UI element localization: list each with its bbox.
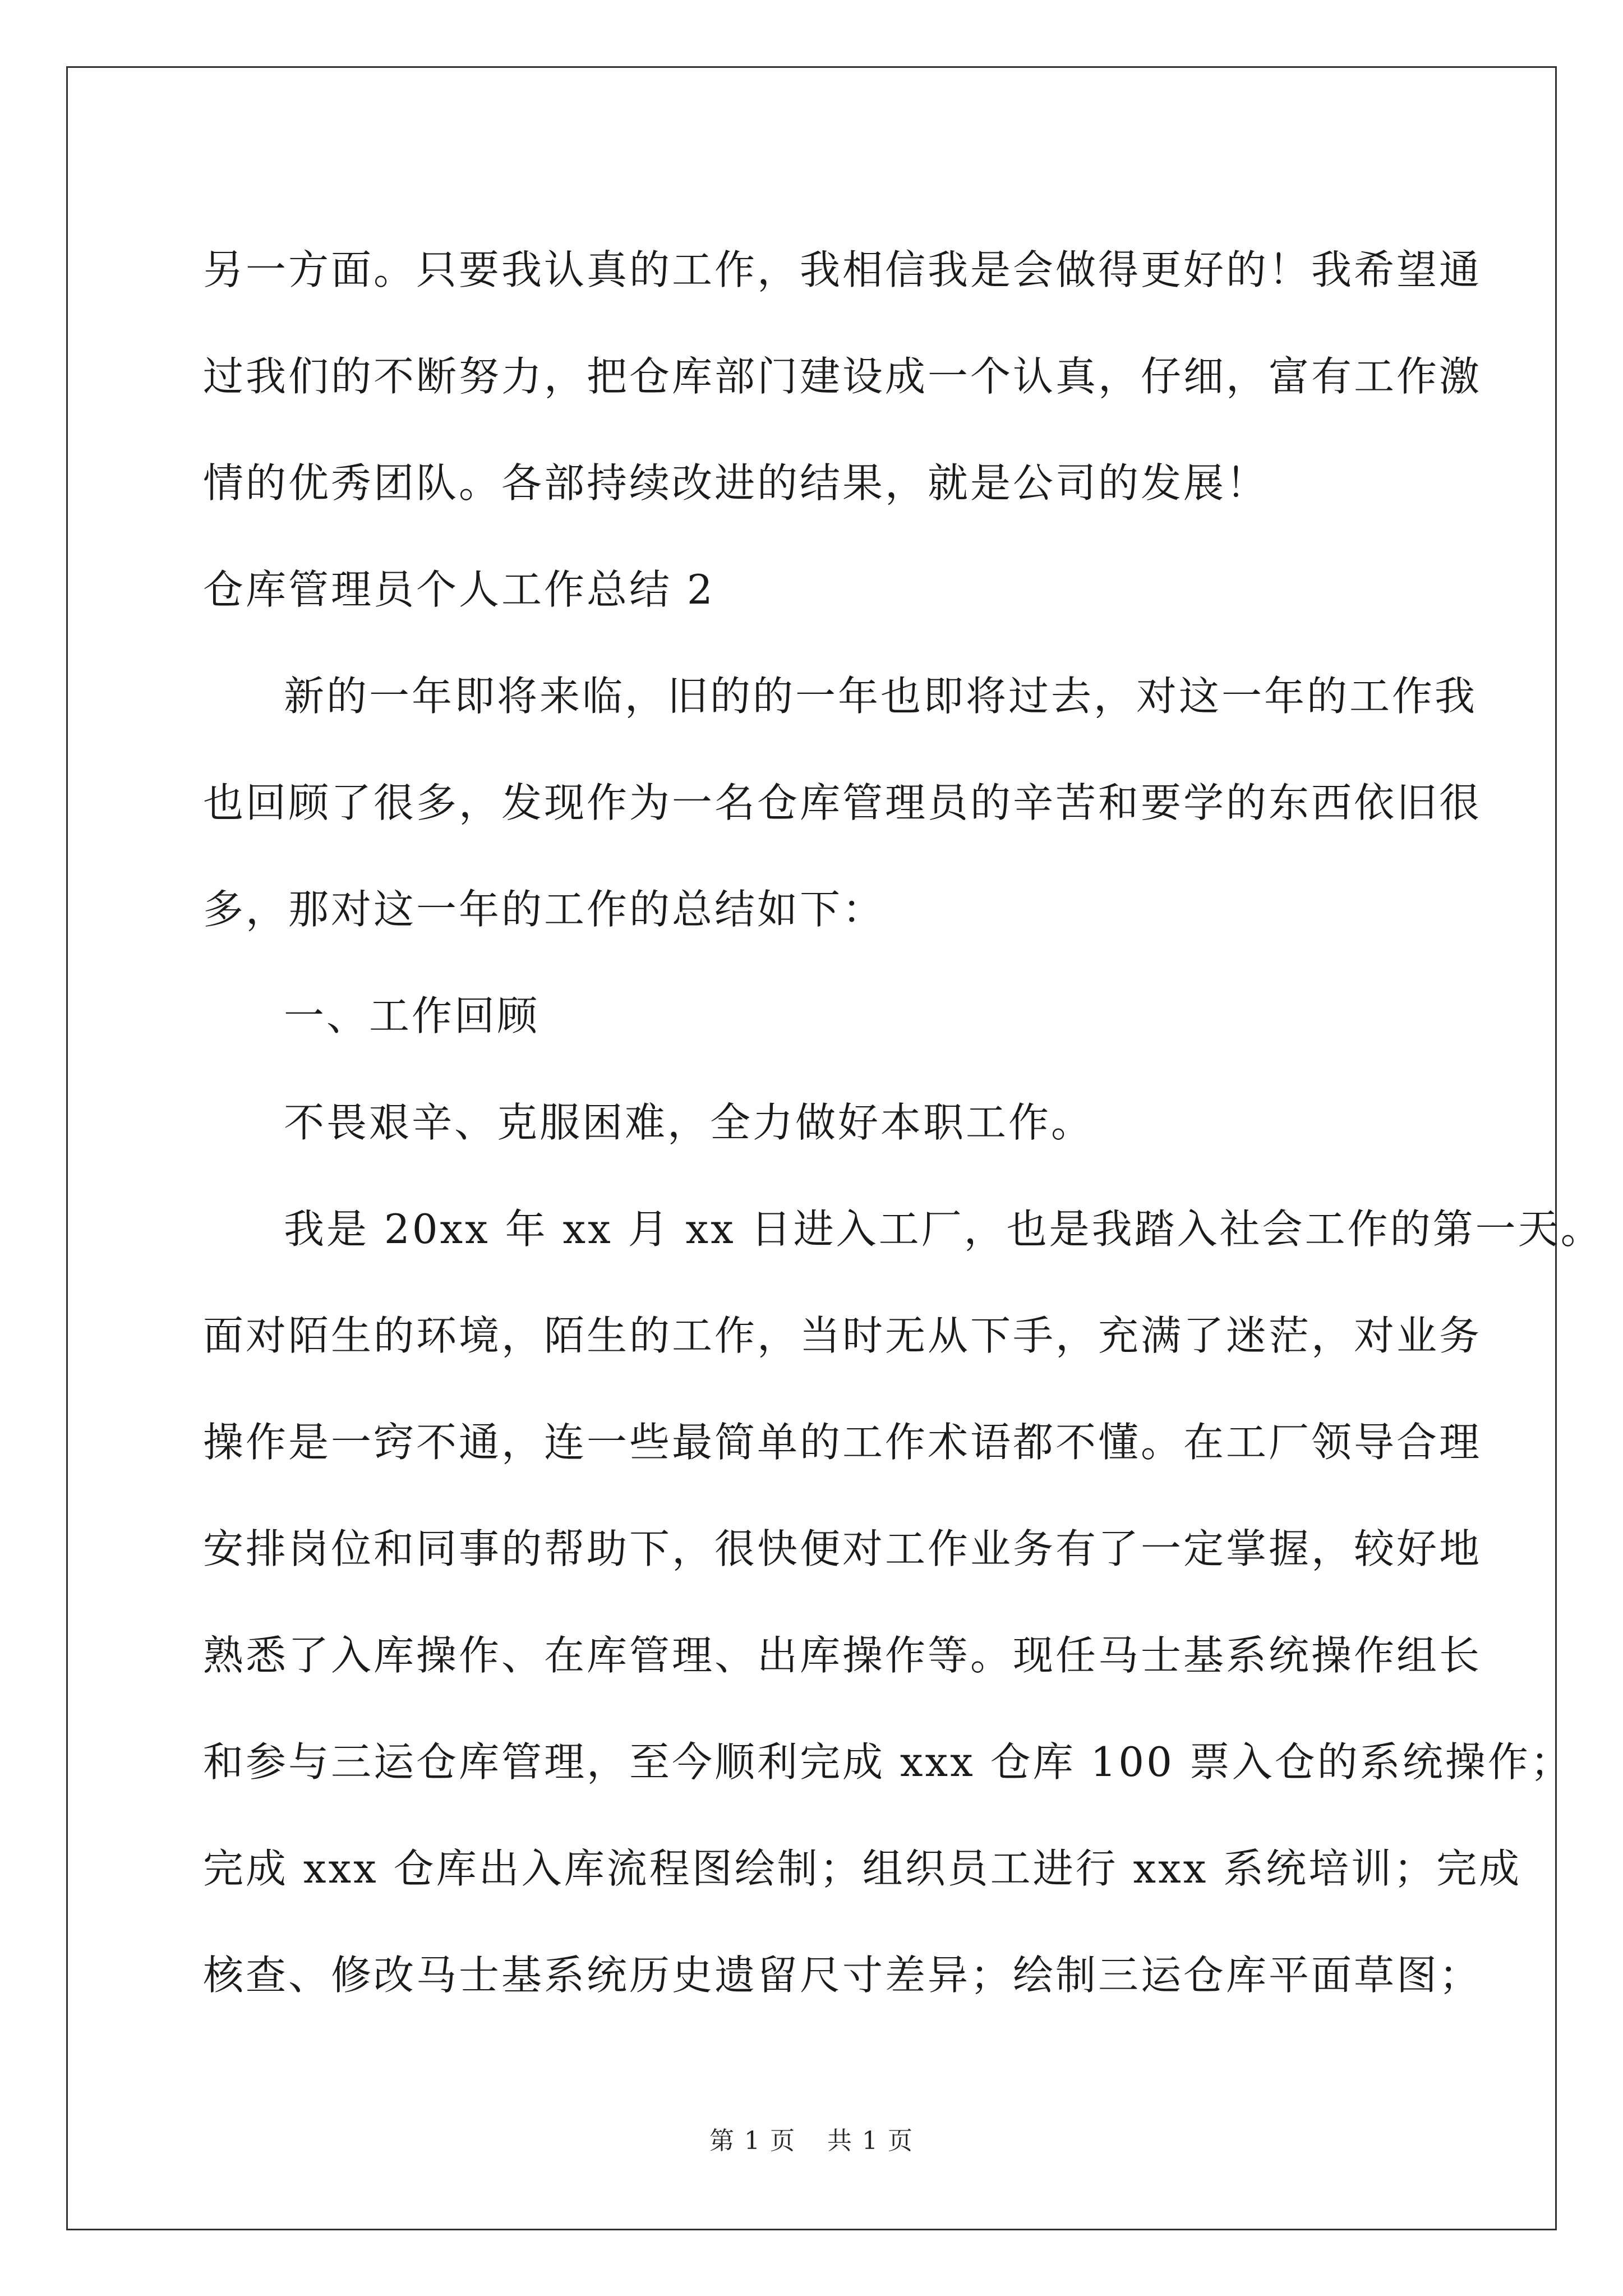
text-line: 也回顾了很多，发现作为一名仓库管理员的辛苦和要学的东西依旧很: [203, 779, 1482, 826]
page-total: 共 1 页: [827, 2127, 914, 2155]
text-line: 多，那对这一年的工作的总结如下：: [203, 886, 886, 933]
section-heading: 仓库管理员个人工作总结 2: [203, 566, 715, 613]
text-line: 新的一年即将来临，旧的的一年也即将过去，对这一年的工作我: [284, 673, 1478, 720]
text-line: 不畏艰辛、克服困难，全力做好本职工作。: [284, 1099, 1094, 1146]
text-line: 面对陌生的环境，陌生的工作，当时无从下手，充满了迷茫，对业务: [203, 1312, 1482, 1359]
text-line: 我是 20xx 年 xx 月 xx 日进入工厂，也是我踏入社会工作的第一天。: [284, 1205, 1603, 1253]
document-body: [203, 213, 1603, 2025]
text-line: 另一方面。只要我认真的工作，我相信我是会做得更好的！我希望通: [203, 246, 1482, 293]
page-footer: [0, 2120, 1623, 2156]
text-line: 和参与三运仓库管理，至今顺利完成 xxx 仓库 100 票入仓的系统操作；: [203, 1738, 1573, 1786]
text-line: 完成 xxx 仓库出入库流程图绘制；组织员工进行 xxx 系统培训；完成: [203, 1845, 1522, 1892]
page-number: 第 1 页: [709, 2127, 796, 2155]
text-line: 过我们的不断努力，把仓库部门建设成一个认真，仔细，富有工作激: [203, 353, 1482, 400]
text-line: 熟悉了入库操作、在库管理、出库操作等。现任马士基系统操作组长: [203, 1632, 1482, 1679]
text-line: 安排岗位和同事的帮助下，很快便对工作业务有了一定掌握，较好地: [203, 1525, 1482, 1572]
text-line: 情的优秀团队。各部持续改进的结果，就是公司的发展！: [203, 459, 1269, 507]
text-line: 一、工作回顾: [284, 992, 540, 1039]
text-line: 核查、修改马士基系统历史遗留尺寸差异；绘制三运仓库平面草图；: [203, 1952, 1482, 1999]
text-line: 操作是一窍不通，连一些最简单的工作术语都不懂。在工厂领导合理: [203, 1419, 1482, 1466]
